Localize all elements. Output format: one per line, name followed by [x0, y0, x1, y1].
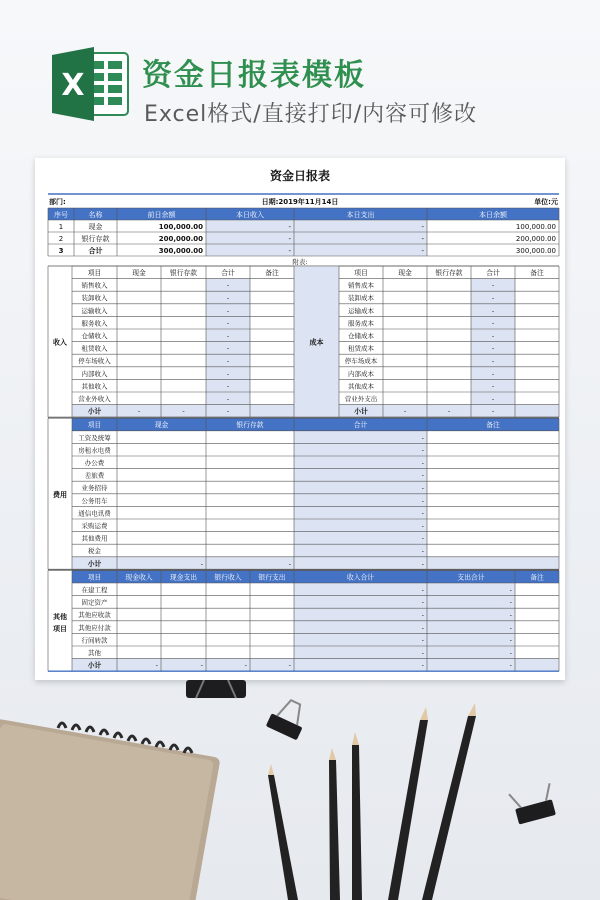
other-subtotal-value: -	[200, 661, 203, 670]
income-item: 运输收入	[81, 306, 108, 315]
expense-total-value: -	[421, 547, 424, 556]
income-item: 服务收入	[81, 319, 108, 328]
income-header-2: 银行存款	[169, 269, 198, 277]
summary-header-4: 本日支出	[346, 211, 375, 219]
summary-header-0: 序号	[54, 211, 68, 219]
right-clip-icon	[509, 783, 558, 825]
attachment-label: 附表:	[292, 258, 308, 266]
cost-total-value: -	[491, 281, 495, 290]
expense-header-2: 银行存款	[236, 421, 264, 430]
expense-item: 差旅费	[84, 471, 105, 480]
other-subtotal-value: -	[421, 661, 424, 670]
other-in-total: -	[421, 598, 424, 607]
other-in-total: -	[421, 586, 424, 594]
income-subtotal-label: 小计	[87, 407, 102, 416]
other-subtotal-value: -	[509, 661, 512, 670]
cost-subtotal-label: 小计	[354, 407, 368, 416]
cost-item: 租赁成本	[348, 344, 374, 353]
summary-bal: 300,000.00	[515, 247, 556, 255]
expense-total-value: -	[421, 496, 424, 505]
cost-total-value: -	[491, 369, 495, 378]
cost-item: 停车场成本	[344, 357, 378, 366]
cost-total-value: -	[491, 382, 495, 391]
other-header-7: 备注	[530, 573, 544, 582]
summary-prev: 100,000.00	[158, 223, 203, 231]
other-in-total: -	[421, 649, 424, 657]
summary-light-fill	[206, 244, 427, 256]
income-header-0: 项目	[87, 269, 102, 277]
other-out-total: -	[509, 636, 512, 645]
expense-header-3: 合计	[353, 421, 368, 430]
income-header-1: 现金	[132, 269, 146, 277]
summary-name: 银行存款	[81, 235, 110, 243]
other-subtotal-value: -	[155, 661, 158, 670]
expense-item: 其他费用	[81, 534, 108, 543]
cost-total-value: -	[491, 319, 495, 328]
income-item: 租赁收入	[81, 344, 108, 353]
cost-item: 服务成本	[348, 319, 374, 328]
summary-bal: 100,000.00	[515, 223, 556, 231]
cost-header-2: 银行存款	[435, 269, 463, 277]
income-header-4: 备注	[265, 269, 279, 277]
cost-item: 销售成本	[348, 281, 374, 290]
expense-subtotal-value: -	[200, 559, 203, 568]
cost-subtotal-value: -	[447, 407, 451, 416]
summary-in: -	[288, 235, 291, 243]
cost-item: 其他成本	[348, 382, 374, 391]
other-subtotal-label: 小计	[87, 661, 102, 670]
expense-header-4: 备注	[486, 421, 500, 430]
cost-total-value: -	[491, 306, 495, 315]
other-header-4: 银行支出	[258, 573, 286, 582]
cost-header-1: 现金	[398, 269, 412, 277]
cost-section-label: 成本	[309, 338, 324, 347]
income-total-value: -	[226, 319, 230, 328]
income-item: 停车场收入	[78, 357, 111, 366]
cost-subtotal-value: -	[403, 407, 407, 416]
cost-header-0: 项目	[354, 269, 368, 277]
summary-prev: 300,000.00	[158, 247, 203, 255]
summary-header-5: 本日余额	[479, 211, 507, 219]
cost-subtotal-value: -	[491, 407, 495, 416]
expense-total-value: -	[421, 522, 424, 530]
other-in-total: -	[421, 636, 424, 645]
income-total-value: -	[226, 382, 230, 391]
other-in-total: -	[421, 623, 424, 632]
expense-item: 公务用车	[81, 496, 108, 505]
expense-subtotal-label: 小计	[87, 559, 102, 568]
other-out-total: -	[509, 598, 512, 607]
spreadsheet-sheet	[35, 158, 565, 680]
other-in-total: -	[421, 611, 424, 620]
income-item: 销售收入	[81, 281, 108, 290]
cost-item: 仓储成本	[348, 332, 374, 340]
expense-item: 通信电讯费	[78, 509, 111, 518]
summary-in: -	[288, 247, 291, 255]
cost-total-value: -	[491, 332, 495, 340]
cost-item: 装卸成本	[348, 294, 374, 303]
other-header-2: 现金支出	[169, 573, 198, 582]
income-total-value: -	[226, 294, 230, 303]
summary-header-3: 本日收入	[236, 211, 264, 219]
other-section-label-2: 项目	[53, 624, 67, 633]
other-item: 固定资产	[81, 598, 108, 607]
expense-subtotal-value: -	[421, 559, 424, 568]
income-total-value: -	[226, 369, 230, 378]
income-section-label: 收入	[53, 338, 67, 347]
expense-item: 业务招待	[81, 484, 108, 493]
other-item: 其他应收款	[78, 611, 111, 620]
expense-subtotal-value: -	[288, 559, 291, 568]
income-subtotal-value: -	[182, 407, 185, 416]
unit-label: 单位:元	[534, 198, 558, 206]
other-subtotal-fill	[72, 659, 559, 672]
summary-no: 1	[58, 223, 64, 231]
expense-header-0: 项目	[87, 421, 102, 430]
summary-in: -	[288, 223, 291, 231]
summary-header-2: 前日余额	[147, 211, 176, 219]
cost-total-value: -	[491, 294, 495, 303]
expense-total-value: -	[421, 534, 424, 543]
income-total-value: -	[226, 332, 230, 340]
other-header-5: 收入合计	[346, 573, 375, 582]
expense-item: 房租水电费	[78, 446, 111, 455]
income-subtotal-value: -	[226, 407, 230, 416]
income-total-value: -	[226, 306, 230, 315]
other-item: 行间转款	[81, 636, 108, 645]
summary-out: -	[421, 223, 424, 231]
other-header-1: 现金收入	[125, 573, 153, 582]
other-item: 其他	[88, 649, 101, 657]
small-clip-icon	[266, 695, 311, 740]
summary-light-fill	[206, 220, 427, 232]
other-out-total: -	[509, 623, 512, 632]
notebook-icon	[0, 718, 221, 900]
expense-total-value: -	[421, 433, 424, 442]
expense-header-1: 现金	[154, 421, 169, 430]
expense-total-fill	[294, 431, 427, 570]
dept-label: 部门:	[49, 198, 66, 206]
other-subtotal-value: -	[288, 661, 291, 670]
cost-item: 运输成本	[348, 306, 374, 315]
other-header-6: 支出合计	[457, 573, 485, 582]
income-total-value: -	[226, 281, 230, 290]
cost-header-4: 备注	[530, 269, 544, 277]
cost-total-value: -	[491, 344, 495, 353]
other-out-total: -	[509, 649, 512, 657]
summary-out: -	[421, 247, 424, 255]
expense-total-value: -	[421, 484, 424, 493]
income-item: 内部收入	[81, 369, 108, 378]
income-total-value: -	[226, 357, 230, 366]
expense-item: 办公费	[84, 459, 105, 467]
banner-subtitle: Excel格式/直接打印/内容可修改	[144, 102, 478, 127]
excel-logo-icon	[52, 47, 130, 121]
income-total-value: -	[226, 395, 230, 403]
other-subtotal-value: -	[244, 661, 247, 670]
cost-header-3: 合计	[486, 269, 500, 277]
other-section-label-1: 其他	[53, 612, 67, 621]
binder-clip-icon	[186, 680, 246, 698]
summary-header-1: 名称	[88, 211, 103, 219]
other-total-fill	[294, 583, 515, 671]
income-item: 其他收入	[81, 382, 108, 391]
summary-bal: 200,000.00	[515, 235, 556, 243]
cost-total-value: -	[491, 395, 495, 403]
date-label: 日期:2019年11月14日	[261, 198, 339, 206]
excel-logo-letter: X	[61, 68, 85, 103]
summary-name: 现金	[88, 223, 103, 231]
expense-item: 采购运费	[81, 522, 108, 530]
income-header-3: 合计	[221, 269, 235, 277]
summary-light-fill	[206, 232, 427, 244]
summary-no: 2	[58, 235, 64, 243]
spreadsheet-table	[35, 158, 565, 680]
desk-decoration	[0, 680, 600, 900]
expense-section-label: 费用	[53, 490, 67, 499]
expense-subtotal-fill	[72, 557, 559, 570]
cost-total-value: -	[491, 357, 495, 366]
banner	[0, 0, 600, 140]
cost-item: 内部成本	[348, 369, 374, 378]
banner-title: 资金日报表模板	[142, 58, 366, 93]
sheet-title: 资金日报表	[269, 169, 331, 183]
summary-out: -	[421, 235, 424, 243]
expense-total-value: -	[421, 446, 424, 455]
summary-prev: 200,000.00	[158, 235, 203, 243]
expense-item: 工资及统筹	[78, 433, 111, 442]
cost-item: 营业外支出	[344, 395, 378, 403]
other-item: 其他应付款	[78, 623, 111, 632]
income-item: 装卸收入	[81, 294, 108, 303]
other-out-total: -	[509, 611, 512, 620]
other-header-3: 银行收入	[214, 573, 242, 582]
income-item: 仓储收入	[81, 332, 108, 340]
income-item: 营业外收入	[78, 395, 111, 403]
summary-no: 3	[58, 247, 64, 255]
expense-item: 税金	[88, 547, 101, 556]
expense-total-value: -	[421, 509, 424, 518]
income-subtotal-value: -	[137, 407, 141, 416]
expense-total-value: -	[421, 471, 424, 480]
other-header-0: 项目	[87, 573, 102, 582]
expense-total-value: -	[421, 459, 424, 467]
other-item: 在建工程	[81, 586, 108, 594]
other-out-total: -	[509, 586, 512, 594]
income-total-value: -	[226, 344, 230, 353]
summary-name: 合计	[88, 247, 103, 255]
